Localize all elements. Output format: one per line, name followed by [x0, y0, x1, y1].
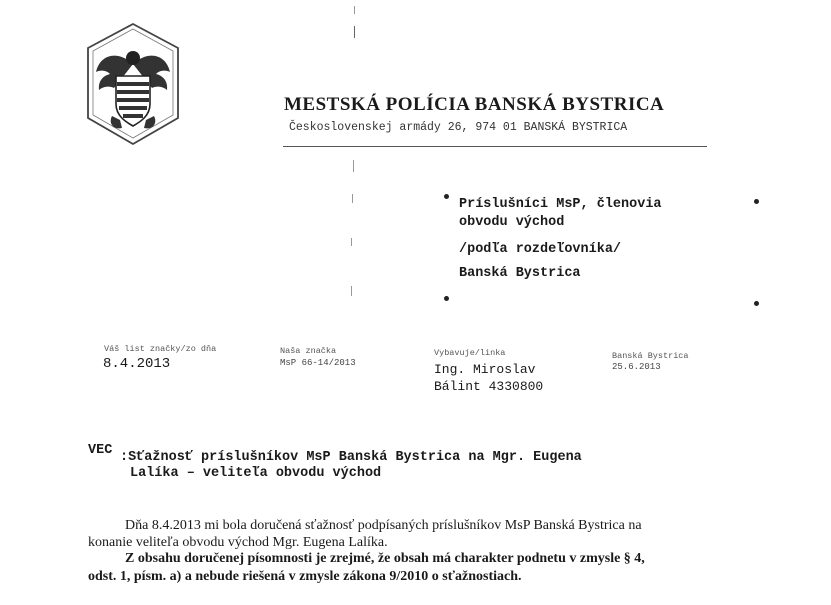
fold-mark — [353, 160, 354, 172]
body-paragraph: Dňa 8.4.2013 mi bola doručená sťažnosť podpísaných príslušníkov MsP Banská Bystrica na — [125, 518, 642, 533]
recipient-line: /podľa rozdeľovníka/ — [459, 242, 622, 257]
address-corner-mark — [754, 301, 759, 306]
fold-mark — [351, 238, 352, 246]
handled-by-label: Vybavuje/linka — [434, 348, 506, 358]
your-letter-label: Váš list značky/zo dňa — [104, 344, 217, 354]
header-divider — [283, 146, 707, 147]
recipient-line: Príslušníci MsP, členovia — [459, 197, 662, 212]
handled-by-phone: Bálint 4330800 — [434, 379, 544, 394]
fold-mark — [354, 26, 355, 38]
address-corner-mark — [444, 296, 449, 301]
recipient-line: Banská Bystrica — [459, 266, 581, 281]
subject-prefix: VEC — [88, 443, 113, 458]
our-ref-value: MsP 66-14/2013 — [280, 358, 356, 368]
fold-mark — [354, 6, 355, 14]
recipient-line: obvodu východ — [459, 215, 565, 230]
address-corner-mark — [444, 194, 449, 199]
address-corner-mark — [754, 199, 759, 204]
subject-line: :Sťažnosť príslušníkov MsP Banská Bystrica na Mgr. Eugena — [120, 450, 582, 465]
our-ref-label: Naša značka — [280, 346, 337, 356]
body-paragraph-bold: Z obsahu doručenej písomnosti je zrejmé, že obsah má charakter podnetu v zmysle § 4, — [125, 551, 645, 566]
organization-name: MESTSKÁ POLÍCIA BANSKÁ BYSTRICA — [284, 94, 665, 115]
your-letter-value: 8.4.2013 — [103, 356, 171, 372]
fold-mark — [351, 286, 352, 296]
body-paragraph-bold: odst. 1, písm. a) a nebude riešená v zmysle zákona 9/2010 o sťažnostiach. — [88, 569, 522, 584]
body-paragraph: konanie veliteľa obvodu východ Mgr. Eugena Lalíka. — [88, 535, 388, 550]
subject-line: Lalíka – veliteľa obvodu východ — [130, 466, 382, 481]
letter-date: 25.6.2013 — [612, 362, 661, 372]
handled-by-name: Ing. Miroslav — [434, 362, 536, 377]
place-label: Banská Bystrica — [612, 351, 689, 361]
fold-mark — [352, 194, 353, 203]
organization-address: Československej armády 26, 974 01 BANSKÁ BYSTRICA — [289, 121, 628, 134]
coat-of-arms-logo — [78, 20, 188, 148]
